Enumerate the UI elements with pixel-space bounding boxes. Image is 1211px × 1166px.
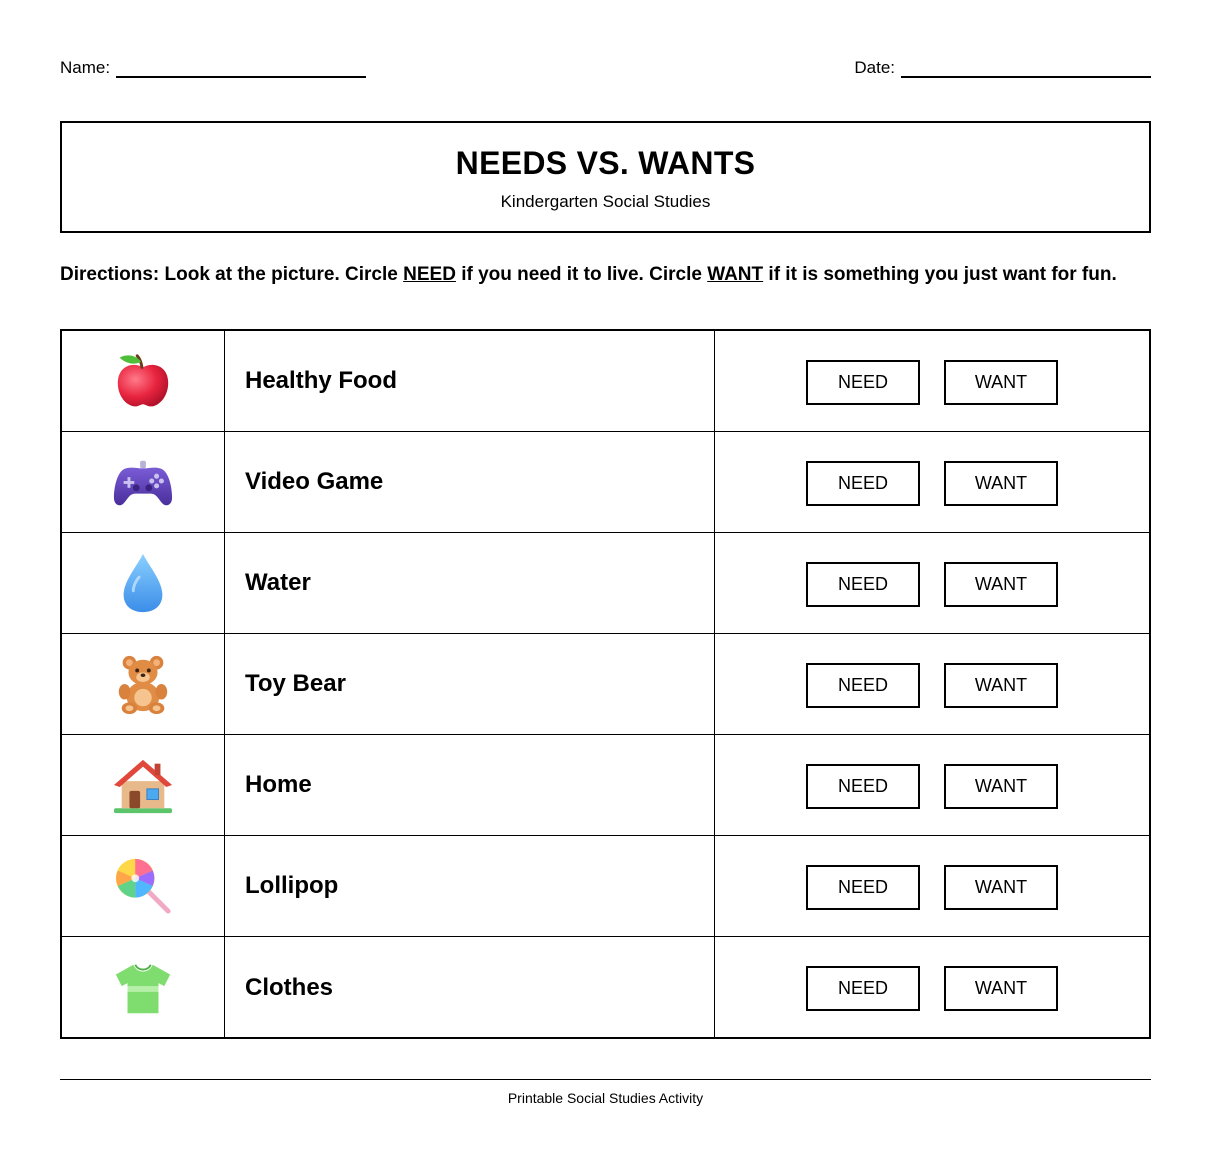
lollipop-icon (112, 855, 174, 917)
date-line[interactable] (901, 62, 1151, 78)
need-button[interactable]: NEED (806, 966, 920, 1011)
item-label: Healthy Food (225, 331, 715, 431)
table-row (62, 937, 1149, 1038)
choices-cell (715, 432, 1149, 532)
apple-icon (112, 350, 174, 412)
footer-text: Printable Social Studies Activity (507, 1090, 704, 1106)
footer-divider (60, 1079, 1151, 1080)
table-row (62, 735, 1149, 836)
name-line[interactable] (116, 62, 366, 78)
date-field[interactable] (854, 58, 1151, 78)
name-label: Name: (60, 58, 111, 77)
want-button[interactable]: WANT (944, 461, 1058, 506)
teddy-bear-icon (112, 653, 174, 715)
house-icon (112, 754, 174, 816)
directions-need-word: NEED (403, 264, 456, 285)
activity-table (60, 329, 1151, 1039)
choices-cell (715, 937, 1149, 1038)
want-button[interactable]: WANT (944, 966, 1058, 1011)
picture-cell (62, 937, 225, 1038)
table-row (62, 432, 1149, 533)
item-label: Clothes (225, 937, 715, 1038)
choices-cell (715, 331, 1149, 431)
choices-cell (715, 836, 1149, 936)
item-label: Video Game (225, 432, 715, 532)
choices-cell (715, 634, 1149, 734)
want-button[interactable]: WANT (944, 865, 1058, 910)
picture-cell (62, 735, 225, 835)
page-title: NEEDS VS. WANTS (455, 145, 756, 181)
table-row (62, 836, 1149, 937)
item-label: Water (225, 533, 715, 633)
need-button[interactable]: NEED (806, 562, 920, 607)
table-row (62, 533, 1149, 634)
directions (60, 263, 1151, 286)
need-button[interactable]: NEED (806, 865, 920, 910)
picture-cell (62, 432, 225, 532)
need-button[interactable]: NEED (806, 663, 920, 708)
game-controller-icon (112, 451, 174, 513)
picture-cell (62, 331, 225, 431)
table-row (62, 331, 1149, 432)
picture-cell (62, 634, 225, 734)
directions-part1: Directions: Look at the picture. Circle (60, 264, 404, 285)
want-button[interactable]: WANT (944, 764, 1058, 809)
name-field[interactable] (60, 58, 366, 78)
directions-part2: if you need it to live. Circle (455, 264, 708, 285)
page-subtitle: Kindergarten Social Studies (500, 192, 711, 211)
need-button[interactable]: NEED (806, 764, 920, 809)
title-box (60, 121, 1151, 233)
date-label: Date: (854, 58, 895, 77)
want-button[interactable]: WANT (944, 663, 1058, 708)
water-drop-icon (112, 552, 174, 614)
item-label: Toy Bear (225, 634, 715, 734)
need-button[interactable]: NEED (806, 360, 920, 405)
picture-cell (62, 533, 225, 633)
item-label: Lollipop (225, 836, 715, 936)
want-button[interactable]: WANT (944, 562, 1058, 607)
directions-part3: if it is something you just want for fun. (763, 264, 1117, 285)
item-label: Home (225, 735, 715, 835)
header-fields (60, 58, 1151, 78)
picture-cell (62, 836, 225, 936)
directions-want-word: WANT (707, 264, 764, 285)
want-button[interactable]: WANT (944, 360, 1058, 405)
choices-cell (715, 533, 1149, 633)
need-button[interactable]: NEED (806, 461, 920, 506)
table-row (62, 634, 1149, 735)
choices-cell (715, 735, 1149, 835)
t-shirt-icon (112, 957, 174, 1019)
